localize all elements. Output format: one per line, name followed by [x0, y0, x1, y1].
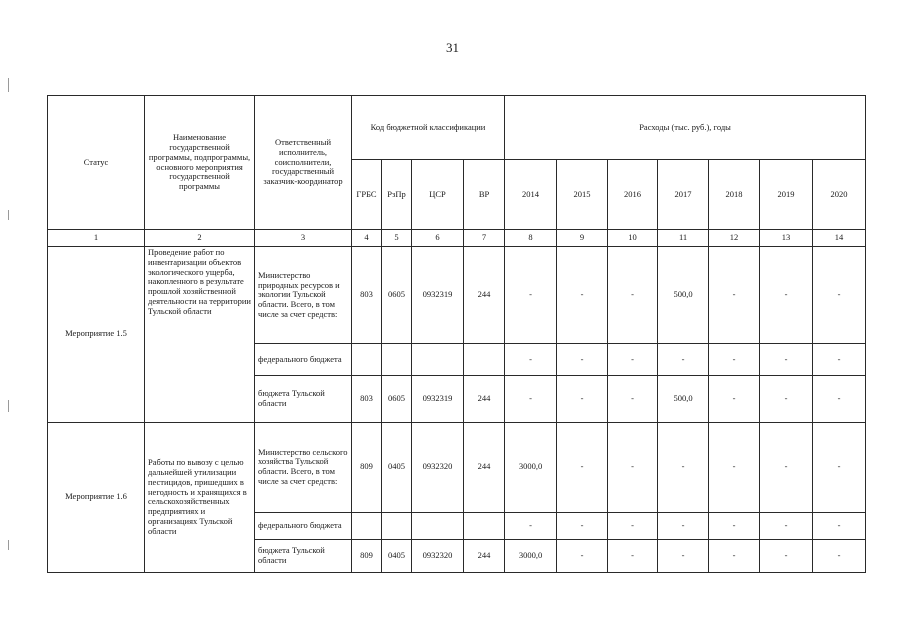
value-cell: - — [608, 539, 658, 572]
column-number: 7 — [464, 230, 505, 247]
executor-cell: бюджета Тульской области — [255, 539, 352, 572]
header-year: 2019 — [760, 160, 813, 230]
csr-cell — [412, 512, 464, 539]
value-cell: 500,0 — [658, 376, 709, 422]
column-number: 4 — [352, 230, 382, 247]
value-cell: - — [709, 247, 760, 344]
event-name: Проведение работ по инвентаризации объектов экологического ущерба, накопленного в результате прошлой хозяйственной деятельности на территории Тульской области — [145, 247, 255, 423]
column-number: 1 — [48, 230, 145, 247]
scan-artifact — [8, 400, 9, 412]
value-cell: - — [505, 247, 557, 344]
vr-cell: 244 — [464, 422, 505, 512]
value-cell: - — [608, 512, 658, 539]
csr-cell — [412, 344, 464, 376]
csr-cell: 0932319 — [412, 376, 464, 422]
csr-cell: 0932320 — [412, 539, 464, 572]
grbs-cell — [352, 512, 382, 539]
value-cell: - — [760, 376, 813, 422]
value-cell: - — [557, 539, 608, 572]
executor-cell: федерального бюджета — [255, 344, 352, 376]
event-status: Мероприятие 1.6 — [48, 422, 145, 572]
header-responsible: Ответственный исполнитель, соисполнители, государственный заказчик-координатор — [255, 96, 352, 230]
header-grbs: ГРБС — [352, 160, 382, 230]
column-number: 5 — [382, 230, 412, 247]
header-csr: ЦСР — [412, 160, 464, 230]
table-row — [48, 422, 866, 512]
value-cell: - — [658, 539, 709, 572]
column-number: 12 — [709, 230, 760, 247]
header-rzpr: РзПр — [382, 160, 412, 230]
header-year: 2015 — [557, 160, 608, 230]
value-cell: - — [557, 512, 608, 539]
column-number: 3 — [255, 230, 352, 247]
header-budget-code: Код бюджетной классификации — [352, 96, 505, 160]
value-cell: 3000,0 — [505, 539, 557, 572]
value-cell: - — [813, 344, 866, 376]
value-cell: - — [813, 247, 866, 344]
rzpr-cell — [382, 512, 412, 539]
value-cell: - — [813, 539, 866, 572]
header-status: Статус — [48, 96, 145, 230]
column-number: 6 — [412, 230, 464, 247]
vr-cell — [464, 344, 505, 376]
header-name: Наименование государственной программы, подпрограммы, основного мероприятия государственной программы — [145, 96, 255, 230]
value-cell: - — [709, 376, 760, 422]
csr-cell: 0932320 — [412, 422, 464, 512]
value-cell: - — [658, 344, 709, 376]
vr-cell: 244 — [464, 539, 505, 572]
scan-artifact — [8, 210, 9, 220]
header-vr: ВР — [464, 160, 505, 230]
value-cell: - — [608, 247, 658, 344]
value-cell: - — [813, 376, 866, 422]
value-cell: - — [760, 512, 813, 539]
column-number-row — [48, 230, 866, 247]
value-cell: - — [709, 512, 760, 539]
column-number: 9 — [557, 230, 608, 247]
value-cell: - — [557, 376, 608, 422]
rzpr-cell: 0605 — [382, 376, 412, 422]
rzpr-cell: 0605 — [382, 247, 412, 344]
value-cell: - — [608, 344, 658, 376]
column-number: 11 — [658, 230, 709, 247]
grbs-cell: 803 — [352, 247, 382, 344]
value-cell: - — [760, 344, 813, 376]
value-cell: - — [658, 512, 709, 539]
table-row — [48, 247, 866, 344]
value-cell: - — [608, 422, 658, 512]
grbs-cell: 809 — [352, 539, 382, 572]
column-number: 14 — [813, 230, 866, 247]
value-cell: - — [709, 344, 760, 376]
column-number: 13 — [760, 230, 813, 247]
value-cell: - — [505, 344, 557, 376]
value-cell: - — [709, 422, 760, 512]
value-cell: - — [709, 539, 760, 572]
rzpr-cell: 0405 — [382, 539, 412, 572]
column-number: 10 — [608, 230, 658, 247]
value-cell: - — [813, 422, 866, 512]
grbs-cell: 809 — [352, 422, 382, 512]
column-number: 2 — [145, 230, 255, 247]
grbs-cell: 803 — [352, 376, 382, 422]
vr-cell — [464, 512, 505, 539]
executor-cell: бюджета Тульской области — [255, 376, 352, 422]
executor-cell: Министерство сельского хозяйства Тульской области. Всего, в том числе за счет средств: — [255, 422, 352, 512]
column-number: 8 — [505, 230, 557, 247]
grbs-cell — [352, 344, 382, 376]
header-expenses: Расходы (тыс. руб.), годы — [505, 96, 866, 160]
event-status: Мероприятие 1.5 — [48, 247, 145, 423]
csr-cell: 0932319 — [412, 247, 464, 344]
header-year: 2020 — [813, 160, 866, 230]
page-number: 31 — [446, 40, 459, 55]
budget-table — [47, 95, 866, 573]
value-cell: - — [505, 512, 557, 539]
value-cell: - — [813, 512, 866, 539]
value-cell: - — [760, 247, 813, 344]
value-cell: - — [608, 376, 658, 422]
event-name: Работы по вывозу с целью дальнейшей утилизации пестицидов, пришедших в негодность и хранящихся в сельскохозяйственных предприятиях и организациях Тульской области — [145, 422, 255, 572]
value-cell: - — [557, 422, 608, 512]
executor-cell: Министерство природных ресурсов и экологии Тульской области. Всего, в том числе за счет средств: — [255, 247, 352, 344]
rzpr-cell — [382, 344, 412, 376]
scan-artifact — [8, 78, 9, 92]
value-cell: - — [658, 422, 709, 512]
value-cell: - — [760, 422, 813, 512]
header-year: 2016 — [608, 160, 658, 230]
value-cell: 3000,0 — [505, 422, 557, 512]
value-cell: - — [760, 539, 813, 572]
scan-artifact — [8, 540, 9, 550]
rzpr-cell: 0405 — [382, 422, 412, 512]
vr-cell: 244 — [464, 247, 505, 344]
value-cell: 500,0 — [658, 247, 709, 344]
executor-cell: федерального бюджета — [255, 512, 352, 539]
header-year: 2018 — [709, 160, 760, 230]
value-cell: - — [505, 376, 557, 422]
header-year: 2017 — [658, 160, 709, 230]
value-cell: - — [557, 247, 608, 344]
header-year: 2014 — [505, 160, 557, 230]
value-cell: - — [557, 344, 608, 376]
vr-cell: 244 — [464, 376, 505, 422]
